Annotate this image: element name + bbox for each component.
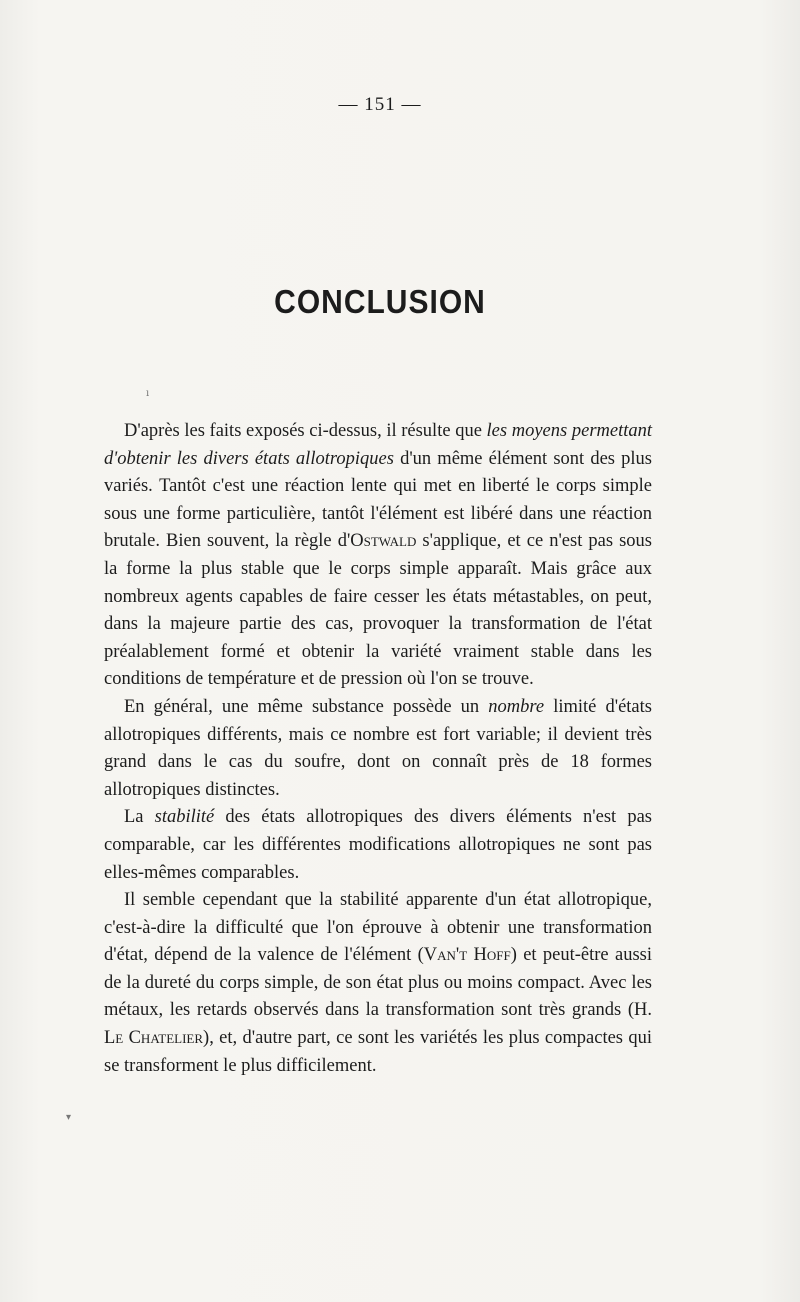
author-name: Le Chatelier — [104, 1028, 204, 1049]
text-segment: ), et, d'autre part, ce sont les variétés les plus compactes qui se transforment le plus difficilement. — [104, 1028, 652, 1076]
speck-mark: ▾ — [66, 1112, 72, 1123]
paragraph — [104, 804, 652, 887]
paragraph — [104, 694, 652, 804]
author-name: Ostwald — [350, 531, 417, 552]
text-segment: ) et peut-être aussi de la dureté du corps simple, de son état plus ou moins compact. Avec les métaux, les retards observés dans la transformation sont très grands (H. — [104, 945, 652, 1021]
italic-text: nombre — [488, 696, 545, 717]
text-segment: des états allotropiques des divers éléments n'est pas comparable, car les différentes modifications allotropiques ne sont pas elles-mêmes comparables. — [104, 807, 652, 883]
text-segment: La — [124, 807, 155, 828]
text-segment: limité d'états allotropiques différents, mais ce nombre est fort variable; il devient très grand dans le cas du soufre, dont on connaît près de 18 formes allotropiques distinctes. — [104, 696, 652, 800]
speck-mark: ı — [146, 388, 150, 399]
text-segment: D'après les faits exposés ci-dessus, il résulte que — [124, 421, 487, 441]
paragraph — [104, 887, 652, 1080]
paragraph — [104, 418, 652, 694]
body-text — [104, 418, 652, 1080]
text-segment: s'applique, et ce n'est pas sous la forme la plus stable que le corps simple apparaît. Mais grâce aux nombreux agents capables de faire cesser les états métastables, on peut, dans la majeure partie des cas, provoquer la transformation de l'état préalablement formé et obtenir la variété vraiment stable dans les conditions de température et de pression où l'on se trouve. — [104, 531, 653, 690]
text-segment: d'un même élément sont des plus variés. Tantôt c'est une réaction lente qui met en liberté le corps simple sous une forme particulière, tantôt l'élément est libéré dans une réaction brutale. Bien souvent, la règle d' — [104, 448, 652, 552]
chapter-title: CONCLUSION — [274, 284, 486, 321]
text-segment: En général, une même substance possède un — [124, 696, 489, 717]
author-name: Van't Hoff — [423, 945, 511, 966]
page-number: — 151 — — [338, 94, 422, 115]
text-segment: Il semble cependant que la stabilité apparente d'un état allotropique, c'est-à-dire la difficulté que l'on éprouve à obtenir une transformation d'état, dépend de la valence de l'élément ( — [104, 890, 652, 966]
italic-text: stabilité — [154, 807, 215, 828]
italic-text: les moyens permettant d'obtenir les divers états allotropiques — [104, 421, 653, 469]
